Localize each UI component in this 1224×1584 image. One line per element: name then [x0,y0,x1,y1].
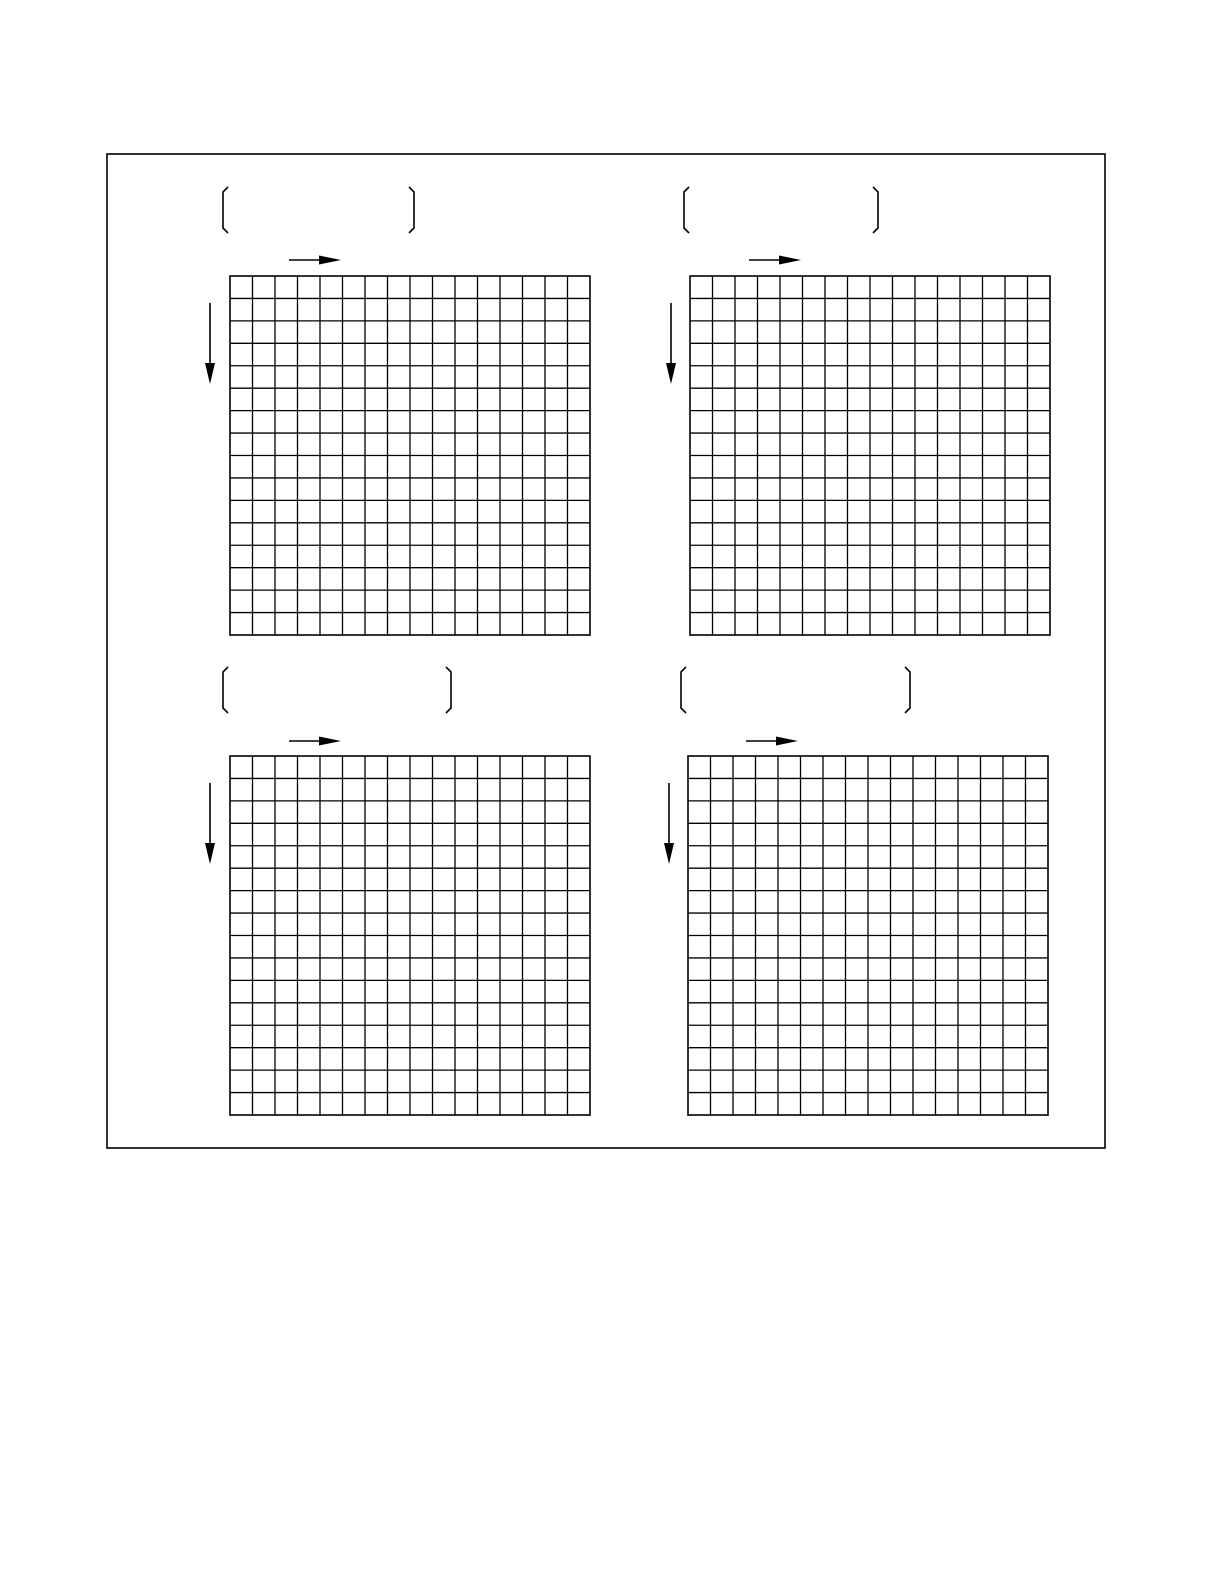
right-bracket [446,667,451,713]
right-bracket [905,667,910,713]
panel-bottom-left [205,667,590,1115]
figure-frame [107,154,1105,1148]
left-bracket [684,187,689,233]
panels-group [205,187,1050,1115]
left-bracket [223,667,228,713]
panel-bottom-right [664,667,1048,1115]
arrow-down-icon [666,363,676,384]
right-bracket [409,187,414,233]
left-bracket [223,187,228,233]
right-bracket [873,187,878,233]
arrow-right-icon [776,737,798,746]
panel-top-right [666,187,1050,635]
arrow-right-icon [319,256,341,265]
arrow-down-icon [664,843,674,864]
arrow-down-icon [205,843,215,864]
left-bracket [681,667,686,713]
panel-top-left [205,187,590,635]
arrow-down-icon [205,363,215,384]
arrow-right-icon [319,737,341,746]
arrow-right-icon [779,256,801,265]
